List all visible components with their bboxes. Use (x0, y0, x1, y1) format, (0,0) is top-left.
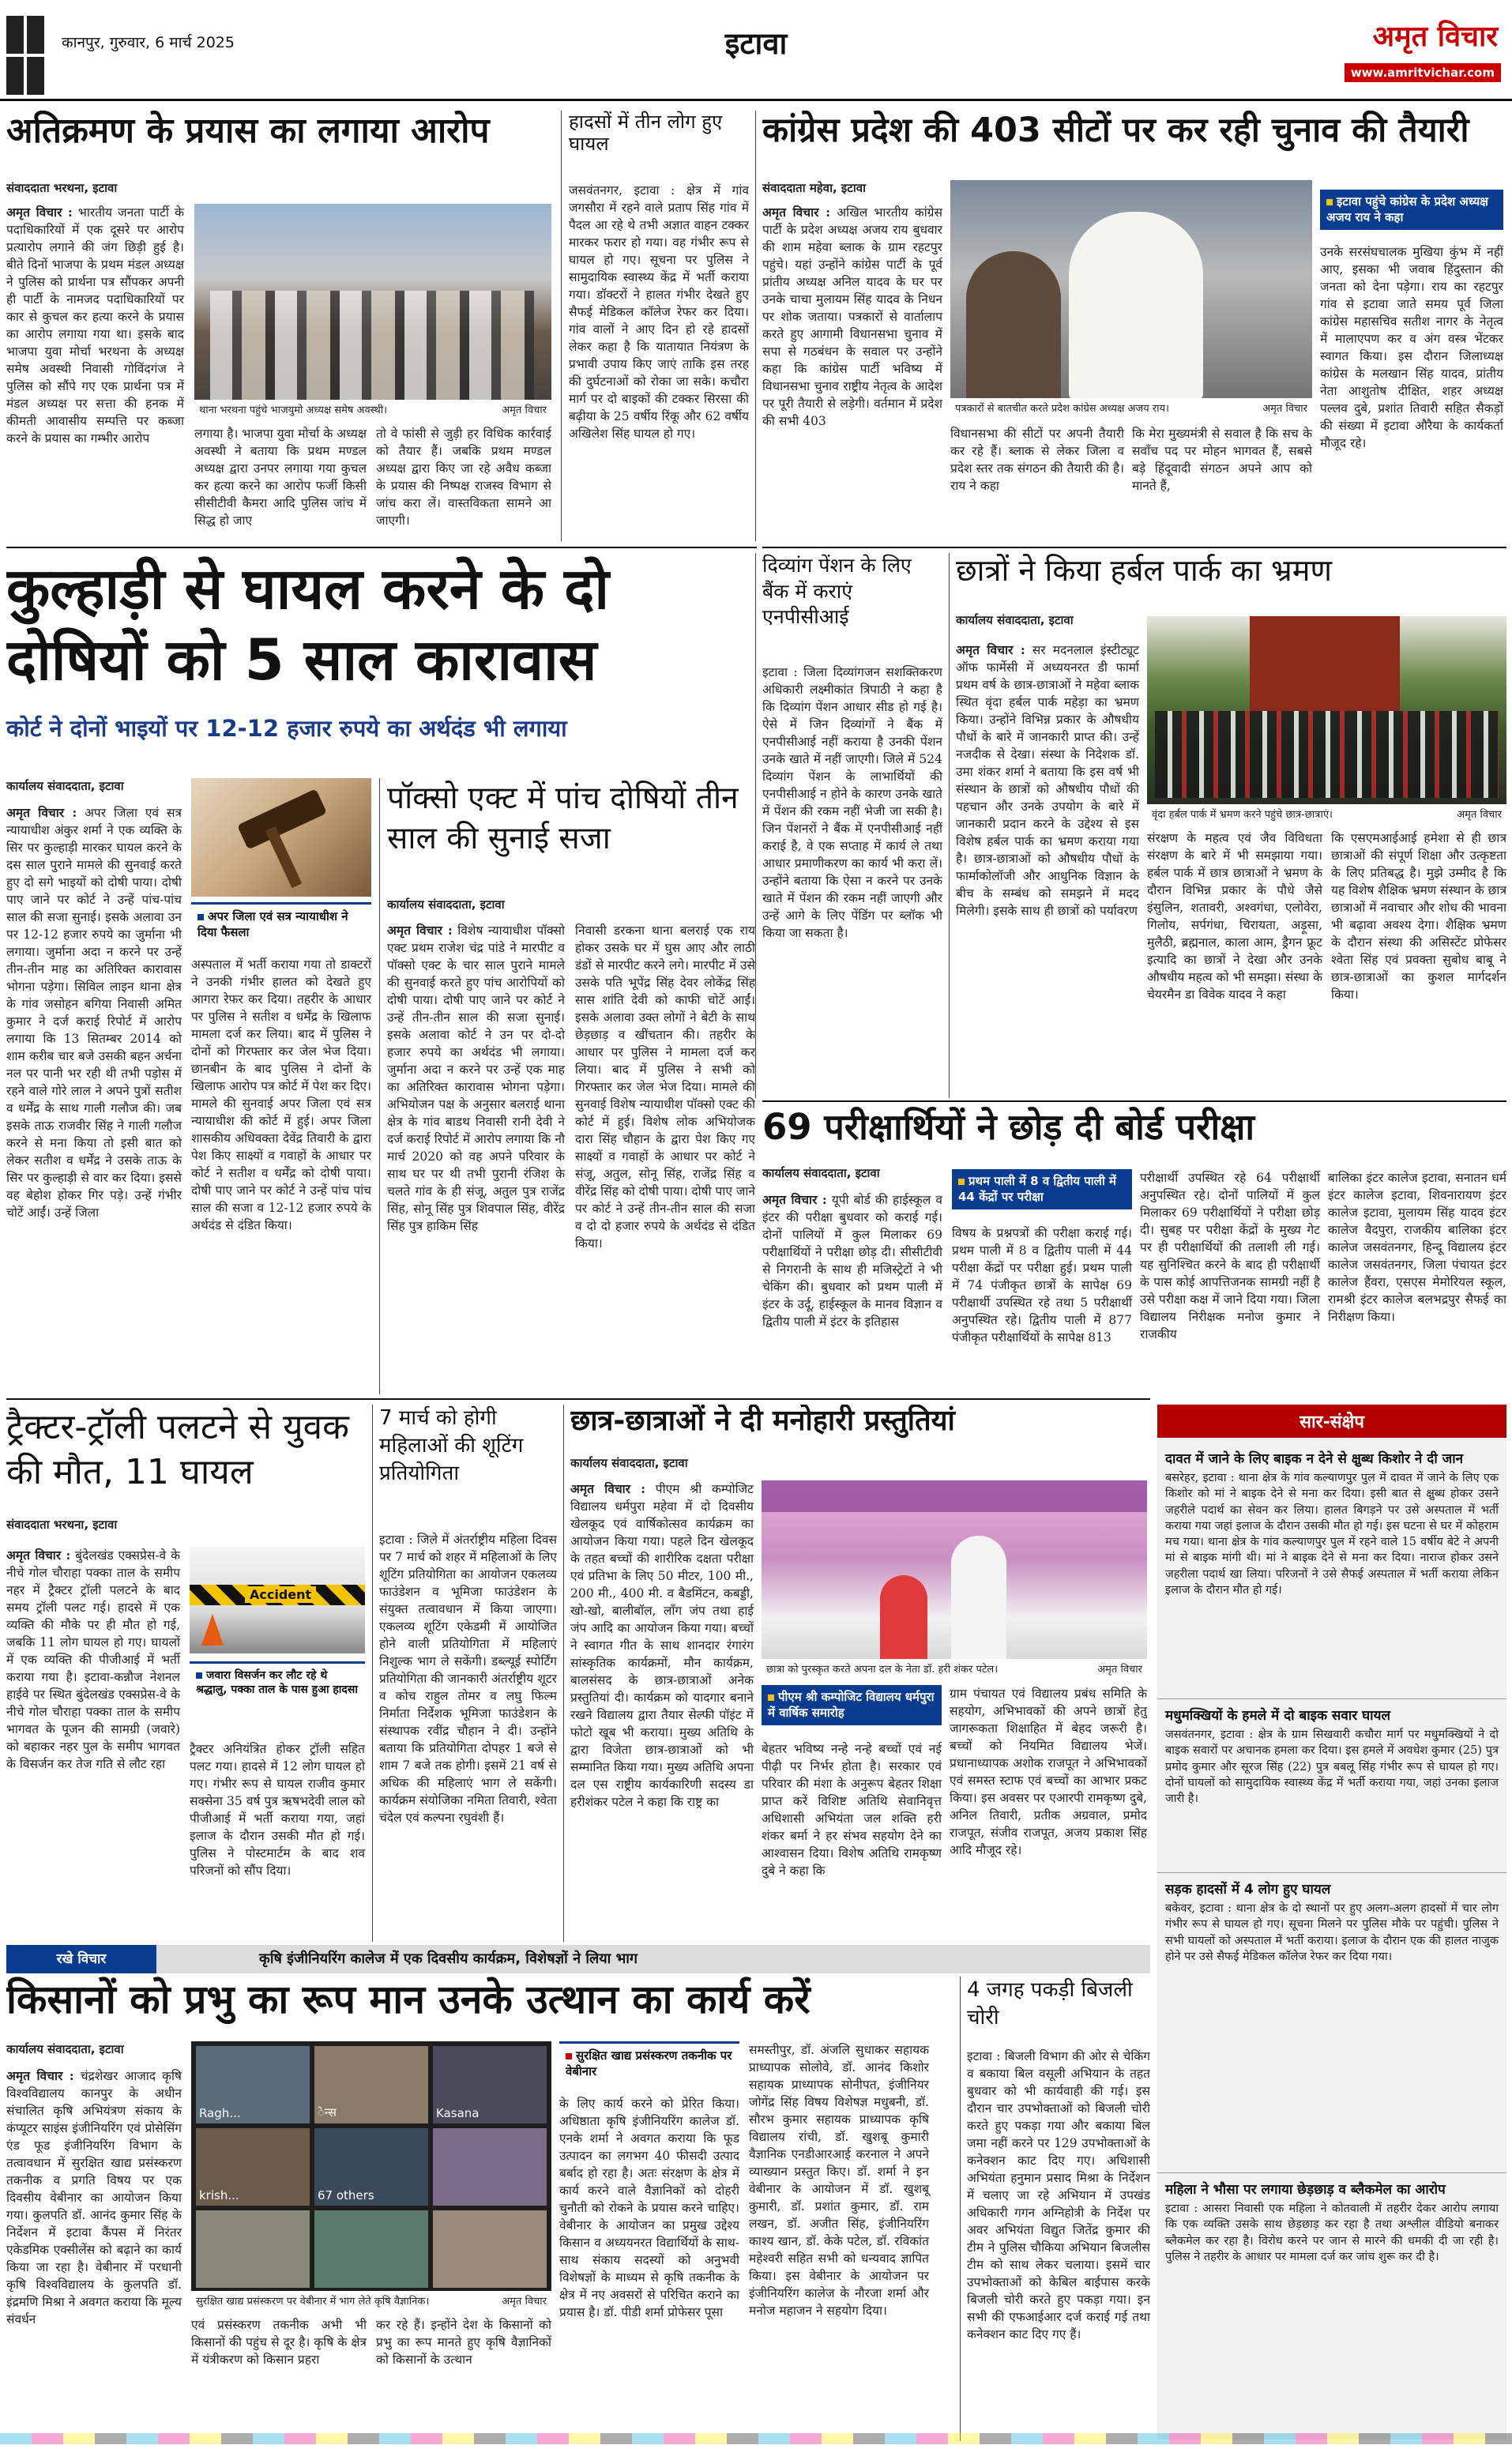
headline: कांग्रेस प्रदेश की 403 सीटों पर कर रही चुनाव की तैयारी (762, 111, 1469, 150)
body-text: पीएम श्री कम्पोजिट विद्यालय धर्मपुरा महेवा में दो दिवसीय खेलकूद एवं वार्षिकोत्सव कार्यक्रम का आयोजन किया गया। पहले दिन खेलकूद के तहत बच्चों की शारीरिक दक्षता परीक्षा एवं प्रतिभा के लिए 50 मीटर, 100 मी., 200 मी., 400 मी. व बैडमिंटन, कबड्डी, खो-खो, बालीबॉल, लॉंग जंप तथा हाई जंप आदि का आयोजन किया गया। बच्चों ने स्वागत गीत के साथ शानदार रंगारंग सांस्कृतिक कार्यक्रमों, मौन कार्यक्रम, बालसंसद के छात्र-छात्राओं अनेक प्रस्तुतियां दी। कार्यक्रम को यादगार बनाने रखने विद्यालय द्वारा तैयार सेल्फी पॉइंट में फोटो खूब भी कराया। मुख्य अतिथि के द्वारा विजेता छात्र-छात्राओं को भी सम्मानित किया गया। मुख्य अतिथि अपना दल एस राष्ट्रीय कार्यकारिणी सदस्य डा हरीशंकर पटेल ने कहा कि राष्ट्र का (570, 1482, 754, 1809)
body-text: इटावा : जिला दिव्यांगजन सशक्तिकरण अधिकारी लक्ष्मीकांत त्रिपाठी ने कहा है कि दिव्यांग पेंशन आधार सीड हो गई है। ऐसे में जिन दिव्यांगों ने बैंक में एनपीसीआई नहीं कराया है उनकी पेंशन उनके खाते में नहीं जाएगी। जिले में 524 दिव्यांग पेंशन के लाभार्थियों की एनपीसीआई न होने के कारण उनके खाते में पेंशन की रकम नहीं भेजी जा सकी है। जिन पेंशनरों ने बैंक में एनपीसीआई नहीं कराई है, वे एक सप्ताह में कार्य ले तथा आधार प्रमाणीकरण का कार्य भी करा लें। उन्होंने बताया कि ऐसा न करने पर उनके खाते में पेंशन की रकम नहीं जाएगी और उन्हें आगे के लिए पेंडिंग पर ब्लॉक भी किया जा सकता है। (762, 665, 942, 940)
headline: पॉक्सो एक्ट में पांच दोषियों तीन साल की सुनाई सजा (387, 781, 739, 857)
photo-caption: पत्रकारों से बातचीत करते प्रदेश कांग्रेस अध्यक्ष अजय राय। अमृत विचार (950, 398, 1312, 417)
article-col-3: कर रहे हैं। इन्होंने देश के किसानों को प्रभु का रूप मानते हुए कृषि वैज्ञानिकों को किसानों के उत्थान (376, 2318, 551, 2367)
highlight-box: पीएम श्री कम्पोजिट विद्यालय धर्मपुरा में वार्षिक समारोह (762, 1685, 942, 1725)
sidebar-item-title: सड़क हादसों में 4 लोग हुए घायल (1165, 1882, 1331, 1898)
sidebar-item-body: जसवंतनगर, इटावा : क्षेत्र के ग्राम सिखवारी कचौरा मार्ग पर मधुमक्खियों ने दो बाइक सवारों पर अचानक हमला कर दिया। इस हमले में अवधेश कुमार (25) पुत्र प्रमोद कुमार और सूरज सिंह (22) पुत्र बबलू सिंह गंभीर रूप से घायल हो गए। दोनों घायलों को सामुदायिक स्वास्थ्य केंद्र में भर्ती कराया गया, जहां उनका इलाज जारी है। (1165, 1728, 1499, 1806)
article-tractor-accident (6, 1405, 366, 1942)
lead: अमृत विचार : (387, 923, 453, 938)
sidebar-item-body: इटावा : आसरा निवासी एक महिला ने कोतवाली में तहरीर देकर आरोप लगाया कि एक व्यक्ति उसके साथ छेड़छाड़ कर रहा है तथा अश्लील वीडियो बनाकर ब्लैकमेल कर रहा है। विरोध करने पर जान से मारने की धमकी दी जा रही है। पुलिस ने तहरीर के आधार पर मामला दर्ज कर जांच शुरू कर दी है। (1165, 2202, 1499, 2263)
byline: कार्यालय संवाददाता, इटावा (6, 2042, 124, 2056)
highlight-box: सुरक्षित खाद्य प्रसंस्करण तकनीक पर वेबीनार (559, 2041, 739, 2084)
article-accidents (569, 111, 749, 541)
lead: अमृत विचार : (956, 642, 1025, 657)
article-col-1 (6, 204, 184, 536)
body-text: सर मदनलाल इंस्टीट्यूट ऑफ फार्मेसी में अध्ययनरत डी फार्मा प्रथम वर्ष के छात्र-छात्राओं ने महेवा ब्लाक स्थित वृंदा हर्बल पार्क महेड़ा का भ्रमण किया। उन्होंने विभिन्न प्रकार के औषधीय पौधों के बारे में जानकारी प्राप्त की। उन्हें नजदीक से देखा। संस्था के निदेशक डॉ. उमा शंकर शर्मा ने बताया कि इस वर्ष भी संस्थान के छात्रों को औषधीय पौधों की पहचान और उनके उपयोग के बारे में जानकारी प्रदान करने के उद्देश्य से इस विशेष हर्बल पार्क का भ्रमण कराया गया है। छात्र-छात्राओं को औषधीय पौधों के फार्माकोलॉजी और आधुनिक विज्ञान के बीच के सम्बंध को समझने में मदद मिलेगी। इसके साथ ही छात्रों को पर्यावरण (956, 643, 1139, 918)
article-col-2: निवासी डरकना थाना बलराई एक राय होकर उसके घर में घुस आए और लाठी डंडों से मारपीट करने लगे। मारपीट में उसे उसके पति भूपेंद्र सिंह देवर लोकेंद्र सिंह सास शांति देवी को काफी चोटें आईं। इसके अलावा उक्त लोगों ने बेटी के साथ छेड़छाड़ व खींचतान की। तहरीर के आधार पर पुलिस ने मामला दर्ज कर लिया। बाद में पुलिस ने सभी को गिरफ्तार कर जेल भेज दिया। मामले की सुनवाई विशेष न्यायाधीश पॉक्सो एक्ट की कोर्ट में हुई। विशेष लोक अभियोजक दारा सिंह चौहान के द्वारा पेश किए गए साक्ष्यों व गवाहों के आधार पर कोर्ट ने संजू, अतुल, सोनू सिंह, राजेंद्र सिंह व वीरेंद्र सिंह को दोषी पाया। दोषी पाए जाने पर कोर्ट ने उन्हें तीन-तीन साल की सजा व दो दो हजार रुपये के अर्थदंड से दंडित किया। (575, 923, 755, 1251)
article-col-3: तो वे फांसी से जुड़ी हर विधिक कार्रवाई को तैयार हैं। जबकि प्रथम मण्डल अध्यक्ष द्वारा किए जा रहे अवैध कब्जा के प्रयास की निष्पक्ष राजस्व विभाग से जांच करा लें। वास्तविकता सामने आ जाएगी। (376, 427, 551, 528)
article-disability-pension (762, 553, 942, 1098)
byline: कार्यालय संवाददाता, इटावा (762, 1166, 880, 1180)
article-col-1 (6, 1547, 180, 1938)
video-tile (196, 2210, 310, 2288)
sidebar-brief (1157, 1405, 1506, 2439)
body-text: भारतीय जनता पार्टी के पदाधिकारियों में एक दूसरे पर आरोप प्रत्यारोप लगाने की जंग छिड़ी हुई है। बीते दिनों भाजपा के प्रथम मंडल अध्यक्ष ने पुलिस को प्रार्थना पत्र सौंपकर अपनी ही पार्टी के नामजद पदाधिकारियों पर कार से कुचल कर हत्या करने के प्रयास का आरोप लगाया गया था। इसके बाद भाजपा युवा मोर्चा भरथना के अध्यक्ष समेष अवस्थी निवासी गोविंदगंज ने पुलिस को सौंपे गए एक प्रार्थना पत्र में मंडल अध्यक्ष पर सत्ता की हनक में कीमती आवासीय सम्पत्ति पर कब्जा करने के प्रयास का गम्भीर आरोप (6, 205, 185, 446)
photo-gate (1250, 616, 1400, 711)
article-col-3: कि एसएमआईआई हमेशा से ही छात्र छात्राओं की संपूर्ण शिक्षा और उत्कृष्टता के लिए प्रतिबद्ध है। मुझे उम्मीद है कि यह विशेष शैक्षिक भ्रमण संस्थान के छात्र छात्राओं में नवाचार और शोध की भावना भी बढ़ावा अवश्य देगा। शैक्षिक भ्रमण के दौरान संस्था की असिस्टेंट प्रोफेसर श्वेता सिंह एवं प्रवक्ता सुबोध बाबू ने छात्र-छात्राओं का कुशल मार्गदर्शन किया। (1331, 831, 1506, 1002)
headline: 4 जगह पकड़ी बिजली चोरी (967, 1978, 1133, 2030)
photo-caption: सुरक्षित खाद्य प्रसंस्करण पर वेबीनार में भाग लेते कृषि वैज्ञानिक। अमृत विचार (191, 2291, 551, 2310)
article-farmers-webinar (6, 1977, 954, 2441)
article-congress (762, 111, 1506, 541)
photo-person (951, 1536, 1006, 1662)
accident-illustration (190, 1547, 365, 1653)
column-divider (949, 553, 950, 1098)
section-rule (762, 547, 1506, 548)
video-tile (433, 2128, 547, 2206)
article-col-2: संरक्षण के महत्व एवं जैव विविधता संरक्षण के बारे में भी समझाया गया। हर्बल पार्क में छात्र छात्राओं ने भ्रमण के दौरान विभिन्न प्रकार के पौधे जैसे इंसुलिन, शतावरी, अश्वगंधा, एलोवेरा, गिलोय, सर्पगंधा, चिरायता, अड़ूसा, मुलैठी, ब्रह्मनाल, काला आम, ड्रैगन फ्रूट इत्यादि का छात्रों ने देखा और उनके औषधीय महत्व को भी समझा। संस्था के चेयरमैन डा विवेक यादव ने कहा (1147, 831, 1322, 1002)
subheadline: कोर्ट ने दोनों भाइयों पर 12-12 हजार रुपये का अर्थदंड भी लगाया (6, 715, 567, 742)
event-photo (762, 1480, 1147, 1678)
kicker-text: कृषि इंजीनियरिंग कालेज में एक दिवसीय कार्यक्रम, विशेषज्ञों ने लिया भाग (259, 1950, 638, 1967)
gavel-photo (191, 778, 371, 897)
lead: अमृत विचार : (6, 805, 77, 820)
sidebar-header: सार-संक्षेप (1157, 1405, 1506, 1438)
article-col-4: उनके सरसंघचालक मुखिया कुंभ में नहीं आए, इसका भी जवाब हिंदुस्तान की जनता को देना पड़ेगा। राय का रहटपुर गांव से इटावा जाते समय पूर्व जिला कांग्रेस महासचिव सतीश नागर के नेतृत्व में मालाएपण कर व अंग वस्त्र भेंटकर स्वागत किया। इस दौरान जिलाध्यक्ष कांग्रेस के मलखान सिंह यादव, प्रांतीय नेता आशुतोष दीक्षित, शहर अध्यक्ष पल्लव दुबे, प्रशांत तिवारी सहित सैकड़ों की संख्या में इटावा औरैया के कार्यकर्ता मौजूद रहे। (1320, 245, 1503, 450)
column-divider (372, 1405, 373, 1942)
article-col-1 (6, 804, 182, 1389)
article-col-2: अस्पताल में भर्ती कराया गया तो डाक्टरों ने उनकी गंभीर हालत को देखते हुए आगरा रेफर कर दिया। तहरीर के आधार पर पुलिस ने सतीश व धर्मेंद्र के खिलाफ मामला दर्ज कर लिया। बाद में पुलिस ने दोनों को गिरफ्तार कर जेल भेज दिया। छानबीन के बाद पुलिस ने दोनों के खिलाफ आरोप पत्र कोर्ट में पेश कर दिए। मामले की सुनवाई अपर जिला एवं सत्र न्यायाधीश की कोर्ट में हुई। अपर जिला शासकीय अधिवक्ता देवेंद्र तिवारी के द्वारा पेश किए साक्ष्यों व गवाहों के आधार पर कोर्ट ने सतीश व धर्मेंद्र को दोषी पाया। दोषी पाए जाने पर कोर्ट ने उन्हें पांच पांच साल की सजा व 12-12 हजार रुपये के अर्थदंड से दंडित किया। (191, 957, 371, 1232)
headline: 7 मार्च को होगी महिलाओं की शूटिंग प्रतियोगिता (379, 1406, 524, 1486)
byline: संवाददाता भरथना, इटावा (6, 1518, 118, 1532)
sidebar-item-title: दावत में जाने के लिए बाइक न देने से क्षुब्ध किशोर ने दी जान (1165, 1451, 1464, 1467)
headline: हादसों में तीन लोग हुए घायल (569, 111, 723, 156)
sidebar-item (1157, 1698, 1506, 1872)
video-tile: Ragh... (196, 2046, 310, 2123)
byline: कार्यालय संवाददाता, इटावा (956, 613, 1074, 627)
photo-person-center (1069, 212, 1203, 401)
byline: कार्यालय संवाददाता, इटावा (6, 779, 124, 793)
video-tile (433, 2210, 547, 2288)
headline: 69 परीक्षार्थियों ने छोड़ दी बोर्ड परीक्षा (762, 1106, 1255, 1148)
article-col-4: बालिका इंटर कालेज इटावा, सनातन धर्म इंटर कालेज इटावा, शिवनारायण इंटर कालेज इटावा, मुलायम सिंह यादव इंटर कालेज वैदपुरा, राजकीय बालिका इंटर कालेज जसवंतनगर, हिन्दू विद्यालय इंटर कालेज जसवंतनगर, जिला पंचायत इंटर कालेज हैंवरा, एसएस मेमोरियल स्कूल, रामश्री इंटर कालेज बलभद्रपुर सैफई का निरीक्षण किया। (1328, 1171, 1506, 1324)
article-col-2: विधानसभा की सीटों पर अपनी तैयारी कर रहे हैं। ब्लाक से लेकर जिला व प्रदेश स्तर तक संगठन की तैयारी की है। राय ने कहा (950, 427, 1124, 493)
news-photo (950, 180, 1312, 417)
body-text: जसवंतनगर, इटावा : क्षेत्र में गांव जगसौरा में रहने वाले प्रताप सिंह गांव में पैदल आ रहे थे तभी अज्ञात वाहन टक्कर मारकर फरार हो गया। वह गंभीर रूप से घायल हो गए। सूचना पर पुलिस ने सामुदायिक स्वास्थ्य केंद्र में भर्ती कराया गया। डॉक्टरों ने हालत गंभीर देखते हुए सैफई मेडिकल कॉलेज रेफर कर दिया। गांव वालों ने आए दिन हो रहे हादसों लेकर कहा है कि यातायात नियंत्रण के प्रभावी उपाय किए जाएं ताकि इस तरह की दुर्घटनाओं को रोका जा सके। कचौरा मार्ग पर दो बाइकों की टक्कर सिरसा की बढ़ीया के 25 वर्षीय रिंकू और 62 वर्षीय अखिलेश सिंह घायल हो गए। (569, 183, 749, 441)
article-col-2: लगाया है। भाजपा युवा मोर्चा के अध्यक्ष अवस्थी ने बताया कि प्रथम मण्डल अध्यक्ष द्वारा उनपर लगाया गया कुचल कर हत्या करने का आरोप फर्जी किसी सीसीटीवी कैमरा आदि पुलिस जांच में सिद्ध हो जाए (194, 427, 367, 528)
byline: कार्यालय संवाददाता, इटावा (570, 1456, 688, 1470)
article-school-function (570, 1405, 1147, 1942)
article-shooting-competition (379, 1405, 557, 1942)
masthead (0, 0, 1512, 101)
article-col-3: कि मेरा मुख्यमंत्री से सवाल है कि सच के सवाँच पद पर मोहन भागवत हैं, सबसे बड़े हिंदूवादी संगठन अपने आप को मानते हैं, (1132, 427, 1312, 493)
headline: ट्रैक्टर-ट्रॉली पलटने से युवक की मौत, 11 घायल (6, 1407, 349, 1493)
lead: अमृत विचार : (6, 1548, 71, 1563)
body-text: विशेष न्यायाधीश पॉक्सो एक्ट प्रथम राजेश चंद्र पांडे ने मारपीट व पॉक्सो एक्ट के चार साल पुराने मामले की सुनवाई करते हुए पांच आरोपियों को दोषी पाया। दोषी पाए जाने पर कोर्ट ने उन्हें तीन-तीन साल की सजा सुनाई। इसके अलावा कोर्ट ने उन पर दो-दो हजार रुपये का अर्थदंड भी लगाया। जुर्माना अदा न करने पर उन्हें एक माह का अतिरिक्त कारावास भोगना पड़ेगा। अभियोजन पक्ष के अनुसार बलराई थाना क्षेत्र के गांव बाडथ निवासी रानी देवी ने दर्ज कराई रिपोर्ट में आरोप लगाया कि नौ मार्च 2020 को वह अपने परिवार के साथ घर पर थी तभी पुरानी रंजिश के चलते गांव के ही संजू, अतुल पुत्र राजेंद्र सिंह, सोनू सिंह पुत्र शिवपाल सिंह, वीरेंद्र सिंह पुत्र हाकिम सिंह (387, 923, 565, 1233)
video-tile: Kasana (433, 2046, 547, 2123)
video-tile (314, 2210, 428, 2288)
article-col-5: समस्तीपुर, डॉ. अंजलि सुधाकर सहायक प्राध्यापक सोलोवे, डॉ. आनंद किशोर सहायक प्राध्यापक सोनीपत, इंजीनियर जोगेंद्र सिंह विषय विशेषज्ञ मधुबनी, डॉ. सौरभ कुमार सहायक प्राध्यापक कृषि विद्यालय रांची, डॉ. खुशबू कुमारी वैज्ञानिक एनडीआरआई करनाल ने अपने व्याख्यान प्रस्तुत किए। डॉ. शर्मा ने इन वेबीनार के आयोजन में डॉ. खुशबू कुमारी, डॉ. प्रशांत कुमार, डॉ. राम लखन, डॉ. अजीत सिंह, इंजीनियरिंग काश्य खान, डॉ. केके पटेल, डॉ. रविकांत महेश्वरी सहित सभी को धन्यवाद ज्ञापित किया। इस वेबीनार के आयोजन पर इंजीनियरिंग कालेज के नौरजा शर्मा और मनोज महाजन ने सहयोग दिया। (749, 2043, 929, 2318)
column-divider (379, 778, 380, 1394)
body-text: अखिल भारतीय कांग्रेस पार्टी के प्रदेश अध्यक्ष अजय राय बुधवार की शाम महेवा ब्लाक के ग्राम रहटपुर पहुंचे। यहां उन्होंने कांग्रेस पार्टी के पूर्व प्रांतीय अध्यक्ष अनिल यादव के घर पर उनके चाचा मुलायम सिंह यादव के निधन पर शोक जताया। पत्रकारों से वार्तालाप करते हुए आगामी विधानसभा चुनाव में सपा से गठबंधन के सवाल पर उन्होंने कहा कि कांग्रेस पार्टी भविष्य में विधानसभा चुनाव राष्ट्रीय नेतृत्व के आदेश पर पूरी तैयारी से लड़ेगी। वर्तमान में प्रदेश की सभी 403 (762, 205, 942, 428)
masthead-brand-logo: अमृत विचार (1372, 21, 1498, 53)
headline-main: कुल्हाड़ी से घायल करने के दो दोषियों को 5 साल कारावास (6, 555, 610, 693)
article-col-3: परीक्षार्थी उपस्थित रहे 64 परीक्षार्थी अनुपस्थित रहे। दोनों पालियों में कुल मिलाकर 69 परीक्षार्थियों ने परीक्षा छोड़ दी। सुबह पर परीक्षा केंद्रों के मुख्य गेट पर ही परीक्षार्थियों की तलाशी ली गई। यह सुनिश्चित करने के बाद ही परीक्षार्थी के पास कोई आपत्तिजनक सामग्री नहीं है उसे परीक्षा कक्ष में जाने दिया गया। जिला विद्यालय निरीक्षक मनोज कुमार ने राजकीय (1140, 1171, 1320, 1341)
column-divider (755, 553, 756, 1098)
masthead-rule (0, 99, 1512, 101)
webinar-screenshot (191, 2041, 551, 2310)
sidebar-item (1157, 2172, 1506, 2433)
column-divider (755, 111, 756, 541)
column-divider (563, 1405, 564, 1942)
registration-mark (0, 2433, 1512, 2444)
article-encroachment (6, 111, 551, 541)
sidebar-item (1157, 1438, 1506, 1698)
photo-person-left (966, 251, 1061, 401)
photo-caption: वृंदा हर्बल पार्क में भ्रमण करने पहुंचे छात्र-छात्राएं। अमृत विचार (1147, 804, 1506, 823)
section-rule (6, 547, 757, 548)
article-col-1 (570, 1480, 754, 1939)
kicker-strip (6, 1945, 1150, 1973)
highlight-box: अपर जिला एवं सत्र न्यायाधीश ने दिया फैसला (191, 902, 371, 945)
section-rule (6, 1398, 1150, 1400)
group-photo (1147, 616, 1506, 823)
article-col-3: ग्राम पंचायत एवं विद्यालय प्रबंध समिति के सहयोग, अभिभावकों की अपने छात्रों हेतु जागरूकता शिक्षाहित में बेहद जरूरी है। बच्चों को नियमित विद्यालय भेजें। प्रधानाध्यापक अशोक राजपूत ने अभिभावकों एवं समस्त स्टाफ एवं बच्चों का आभार प्रकट किया। इस अवसर पर एआरपी रामकृष्ण दुबे, अनिल तिवारी, प्रतीक अग्रवाल, प्रमोद राजपूत, संजीव राजपूत, अजय प्रकाश सिंह आदि मौजूद रहे। (950, 1687, 1147, 1857)
article-power-theft (967, 1977, 1150, 2441)
body-text: अपर जिला एवं सत्र न्यायाधीश अंकुर शर्मा ने एक व्यक्ति के सिर पर कुल्हाड़ी मारकर घायल करने के दस साल पुराने मामले की सुनवाई करते हुए दो सगे भाइयों को दोषी पाया। दोषी पाए जाने पर कोर्ट ने उन्हें पांच-पांच साल की सजा सुनाई। इसके अलावा उन पर 12-12 हजार रुपये का जुर्माना भी लगाया। जुर्माना अदा न करने पर उन्हें तीन-तीन माह का अतिरिक्त कारावास भोगना पड़ेगा। सिविल लाइन थाना क्षेत्र के गांव जसोहन बगिया निवासी अमित कुमार ने दर्ज कराई रिपोर्ट में आरोप लगाया कि 13 सितम्बर 2014 को शाम करीब चार बजे उसकी बहन अर्चना नल पर पानी भर रही थी तभी पड़ोस में रहने वाले गोरे लाल ने अपने पुत्रों सतीश व धर्मेंद्र के साथ गाली गलौज की। जब इसके ताऊ राजवीर सिंह ने गाली गलौज करने से मना किया तो इसी बात को लेकर सतीश व धर्मेंद्र ने उसके ताऊ के सिर पर कुल्हाड़ी से वार कर दिया। इससे वह बेहोश होकर गिर पड़े। उन्हें गंभीर चोटें आईं। उन्हें जिला (6, 806, 182, 1220)
photo-caption: छात्रा को पुरस्कृत करते अपना दल के नेता डॉ. हरी शंकर पटेल। अमृत विचार (762, 1659, 1147, 1678)
photo-students (1155, 711, 1499, 798)
article-col-2: बेहतर भविष्य नन्हे नन्हे बच्चों एवं नई पीढ़ी पर निर्भर होता है। सरकार एवं परिवार की मंशा के अनुरूप बेहतर शिक्षा प्राप्त करें विशिष्ट अतिथि सेवानिवृत्त अधिशासी अभियंता जल शक्ति हरी शंकर बर्मा ने हर संभव सहयोग देने का आश्वासन दिया। विशेष अतिथि रामकृष्ण दुबे ने कहा कि (762, 1742, 942, 1878)
video-tile: krish... (196, 2128, 310, 2206)
lead: अमृत विचार : (762, 1192, 827, 1207)
body-text: इटावा : बिजली विभाग की ओर से चेकिंग व बकाया बिल वसूली अभियान के तहत बुधवार को भी कार्यवाही की गई। इस दौरान चार उपभोक्ताओं को बिजली चोरी करते हुए पकड़ा गया और बकाया बिल जमा नहीं करने पर 129 उपभोक्ताओं के कनेक्शन काट दिए गए। अधिशासी अभियंता हनुमान प्रसाद मिश्रा के निर्देशन में चलाए जा रहे अभियान में उपखंड अधिकारी गगन अग्निहोत्री के निर्देश पर अवर अभियंता विद्युत जितेंद्र कुमार की टीम ने पुलिस चौकिया अभियान बिजलीस टीम को साथ लेकर चलाया। इसमें चार उपभोक्ताओं को केबिल बाईपास करके बिजली चोरी करते हुए पकड़ा गया। इन सभी की एफआईआर दर्ज कराई गई तथा कनेक्शन काट दिए गए हैं। (967, 2049, 1150, 2342)
section-rule (762, 1100, 1506, 1102)
sidebar-item-title: महिला ने भौसा पर लगाया छेड़छाड़ व ब्लैकमेल का आरोप (1165, 2182, 1446, 2198)
column-divider (960, 1977, 961, 2441)
headline: अतिक्रमण के प्रयास का लगाया आरोप (6, 111, 490, 151)
photo-child (880, 1575, 927, 1662)
masthead-section: इटावा (724, 26, 788, 61)
headline: छात्रों ने किया हर्बल पार्क का भ्रमण (956, 553, 1332, 588)
sidebar-item-title: मधुमक्खियों के हमले में दो बाइक सवार घायल (1165, 1708, 1390, 1724)
highlight-box: जवारा विसर्जन कर लौट रहे थे श्रद्धालु, पक्का ताल के पास हुआ हादसा (190, 1661, 365, 1702)
sidebar-item-body: बकेवर, इटावा : थाना क्षेत्र के दो स्थानों पर हुए अलग-अलग हादसों में चार लोग गंभीर रूप से घायल हो गए। सूचना मिलने पर पुलिस मौके पर पहुंची। पुलिस ने सभी घायलों को अस्पताल में भर्ती कराया। इलाज के दौरान एक की हालत नाजुक होने पर उसे सैफई मेडिकल कॉलेज रेफर कर दिया गया। (1165, 1902, 1499, 1963)
article-pocso (387, 778, 755, 1394)
masthead-site[interactable]: www.amritvichar.com (1345, 63, 1501, 82)
headline: दिव्यांग पेंशन के लिए बैंक में कराएं एनपीसीआई (762, 554, 912, 628)
article-col-1 (762, 1191, 942, 1393)
highlight-box: इटावा पहुंचे कांग्रेस के प्रदेश अध्यक्ष अजय राय ने कहा (1320, 190, 1503, 230)
sidebar-item-body: बसरेहर, इटावा : थाना क्षेत्र के गांव कल्याणपुर पुल में दावत में जाने के लिए एक किशोर को मां ने बाइक देने से मना कर दिया। इसी बात से क्षुब्ध होकर उसने जहरीले पदार्थ का सेवन कर लिया। हालत बिगड़ने पर उसे अस्पताल में भर्ती कराया गया जहां इलाज के दौरान उसकी मौत हो गई। इस घटना से घर में कोहराम मच गया। थाना क्षेत्र के गांव कल्याणपुर पुल में रहने वाले 15 वर्षीय बेटे ने अपनी मां से बाइक मांगी थी। मां ने बाइक देने से मना कर दिया। नाराज होकर उसने जहरीला पदार्थ खा लिया। परिजनों ने उसे सैफई अस्पताल में भर्ती कराया लेकिन इलाज के दौरान मौत हो गई। (1165, 1472, 1499, 1597)
video-tile: ेन्‍स (314, 2046, 428, 2123)
photo-stage-banner (762, 1480, 1147, 1512)
byline: कार्यालय संवाददाता, इटावा (387, 897, 505, 912)
article-col-4: के लिए कार्य करने को प्रेरित किया। अधिष्ठाता कृषि इंजीनियरिंग कालेज डॉ. एनके शर्मा ने अवगत कराया कि फूड उत्पादन का लगभग 40 फीसदी उत्पाद बर्बाद हो रहा है। अतः संरक्षण के क्षेत्र में कार्य करने वाले वैज्ञानिकों को दोहरी चुनौती को रोकने के प्रयास करने चाहिए। वेबीनार के आयोजन का प्रमुख उद्देश्य किसान व अध्ययनरत विद्यार्थियों के साथ-साथ संकाय सदस्यों को अनुभवी विशेषज्ञों के माध्यम से कृषि तकनीक के क्षेत्र में नए अवसरों से परिचित कराने का प्रयास है। डॉ. पीडी शर्मा प्रोफेसर पूसा (559, 2097, 739, 2319)
body-text: चंद्रशेखर आजाद कृषि विश्वविद्यालय कानपुर के अधीन संचालित कृषि अभियंत्रण संकाय के कंप्यूटर साइंस इंजीनियरिंग एवं प्रोसेसिंग एंड फूड इंजीनियरिंग विभाग के तत्वावधान में सुरक्षित खाद्य प्रसंस्करण तकनीक व प्रगति विषय पर एक दिवसीय वेबीनार का आयोजन किया गया। कुलपति डॉ. आनंद कुमार सिंह के निर्देशन में इटावा कैंपस में निरंतर एकेडमिक एक्सीलेंस को बढ़ाने का कार्य किया जा रहा है। वेबीनार में परधानी कृषि विश्वविद्यालय के कुलपति डॉ. इंद्रमणि मिश्रा ने अवगत कराया कि मूल्य संवर्धन (6, 2069, 182, 2327)
kicker-label: रखे विचार (6, 1945, 156, 1973)
video-tile: 67 others (314, 2128, 428, 2206)
body-text: यूपी बोर्ड की हाईस्कूल व इंटर की परीक्षा बुधवार को कराई गई। दोनों पालियों में कुल मिलाकर 69 परीक्षार्थियों ने परीक्षा छोड़ दी। सीसीटीवी से निगरानी के साथ ही मजिस्ट्रेटों ने भी चेकिंग की। बुधवार को प्रथम पाली में इंटर के उर्दू, हाईस्कूल के मानव विज्ञान व द्वितीय पाली में इंटर के इतिहास (762, 1193, 942, 1329)
photo-people (210, 291, 534, 409)
column-divider (561, 111, 562, 541)
masthead-date: कानपुर, गुरुवार, 6 मार्च 2025 (62, 34, 235, 51)
article-board-exam (762, 1106, 1506, 1394)
article-col-1 (762, 204, 942, 536)
article-col-1 (6, 2067, 182, 2439)
news-photo (194, 204, 551, 419)
article-col-2: विषय के प्रश्नपत्रों की परीक्षा कराई गई। प्रथम पाली में 8 व द्वितीय पाली में 44 परीक्षा केंद्रों पर परीक्षा हुई। प्रथम पाली में 74 पंजीकृत छात्रों के सापेक्ष 69 परीक्षार्थी उपस्थित रहे तथा 5 परीक्षार्थी अनुपस्थित रहे। द्वितीय पाली में 877 पंजीकृत परीक्षार्थियों के सापेक्ष 813 (952, 1226, 1132, 1345)
video-grid (196, 2046, 547, 2288)
article-herbal-park (956, 553, 1506, 1098)
body-text: बुंदेलखंड एक्सप्रेस-वे के नीचे गोल चौराहा पक्का ताल के समीप नहर में ट्रैक्टर ट्रॉली पलटने के बाद समय ट्रॉली पलट गई। हादसे में एक व्यक्ति की मौके पर ही मौत हो गई, जबकि 11 लोग घायल हो गए। घायलों में एक व्यक्ति की पीजीआई में भर्ती कराया गया है। इटावा-कन्नौज नेशनल हाईवे पर स्थित बुंदेलखंड एक्सप्रेस-वे के नीचे गोल चौराहा पक्का ताल के समीप भागवत के पूजन की सामग्री (जवारे) को बहाकर नहर पुल के समीप भागवत के विसर्जन कर तेज गति से लौट रहा (6, 1548, 180, 1771)
lead: अमृत विचार : (762, 205, 830, 220)
byline: संवाददाता महेवा, इटावा (762, 181, 866, 195)
lead: अमृत विचार : (6, 2068, 74, 2083)
lead: अमृत विचार : (570, 1481, 645, 1496)
article-col-2: ट्रैक्टर अनियंत्रित होकर ट्रॉली सहित पलट गया। हादसे में 12 लोग घायल हो गए। गंभीर रूप से घायल राजीव कुमार सक्सेना 35 वर्ष पुत्र ऋषभदेवी लाल को पीजीआई में भर्ती कराया गया, जहां इलाज के दौरान उसकी मौत हो गई। पुलिस ने पोस्टमार्टम के बाद शव परिजनों को सौंप दिया। (190, 1742, 365, 1878)
byline: संवाददाता भरथना, इटावा (6, 181, 118, 195)
headline: किसानों को प्रभु का रूप मान उनके उत्थान का कार्य करें (6, 1977, 811, 2022)
article-col-1 (387, 922, 565, 1392)
warning-cone-icon (201, 1614, 224, 1646)
article-col-1 (956, 641, 1139, 1096)
headline: छात्र-छात्राओं ने दी मनोहारी प्रस्तुतियां (570, 1405, 955, 1437)
sidebar-item (1157, 1872, 1506, 2172)
lead: अमृत विचार : (6, 205, 73, 220)
accident-label: Accident (245, 1586, 316, 1603)
photo-caption: थाना भरथना पहुंचे भाजयुमो अध्यक्ष समेष अवस्थी। अमृत विचार (194, 400, 551, 419)
highlight-box: प्रथम पाली में 8 व द्वितीय पाली में 44 केंद्रों पर परीक्षा (952, 1169, 1132, 1209)
article-col-2: एवं प्रसंस्करण तकनीक अभी भी किसानों की पहुंच से दूर है। कृषि के क्षेत्र में यंत्रीकरण को किसान प्रहरा (191, 2318, 367, 2367)
body-text: इटावा : जिले में अंतर्राष्ट्रीय महिला दिवस पर 7 मार्च को शहर में महिलाओं के लिए शूटिंग प्रतियोगिता का आयोजन एकलव्य फाउंडेशन व भूमिजा फाउंडेशन के संयुक्त तत्वावधान में किया जाएगा। एकलव्य शूटिंग एकेडमी में आयोजित होने वाली प्रतियोगिता में महिलाएं निशुल्क भाग ले सकेंगी। डब्ल्यूई स्पोर्टिंग प्रतियोगिता की जानकारी अंतर्राष्ट्रीय शूटर व कोच राहुल तोमर व लघु फिल्म निर्माता निर्देशक भूमिजा फाउंडेशन के संस्थापक रवींद्र चौहान ने दी। उन्होंने बताया कि प्रतियोगिता दोपहर 1 बजे से शाम 7 बजे तक होगी। इसमें 21 वर्ष से अधिक की महिलाएं भाग ले सकेंगी। कार्यक्रम संयोजिका नमिता तिवारी, श्वेता चंदेल एवं कल्पना रघुवंशी हैं। (379, 1533, 557, 1825)
